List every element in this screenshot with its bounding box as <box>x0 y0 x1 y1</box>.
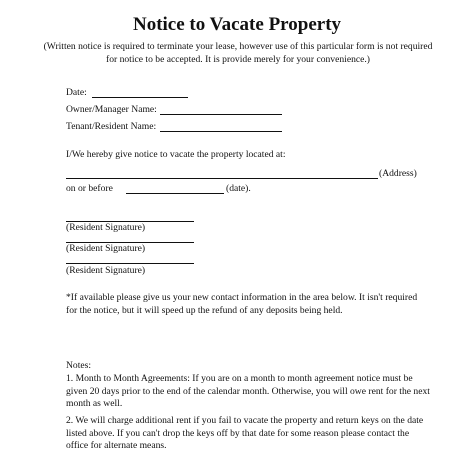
vacate-date-field[interactable] <box>126 193 224 194</box>
date-label: Date: <box>66 87 87 98</box>
document-subtitle: (Written notice is required to terminate your lease, however use of this particular form is not required for notice to be accepted. It is provide merely for your convenience.) <box>43 41 433 65</box>
contact-info-note: *If available please give us your new contact information in the area below. It isn't required for the notice, but it will speed up the refund of any deposits being held. <box>66 292 418 316</box>
document-title: Notice to Vacate Property <box>132 14 342 35</box>
resident-signature-label-3: (Resident Signature) <box>66 265 146 276</box>
date-field[interactable] <box>92 97 188 98</box>
notes-heading: Notes: <box>66 360 92 371</box>
resident-signature-label-2: (Resident Signature) <box>66 243 146 254</box>
owner-manager-field[interactable] <box>160 114 282 115</box>
notice-statement: I/We hereby give notice to vacate the property located at: <box>66 149 286 160</box>
tenant-resident-field[interactable] <box>160 131 282 132</box>
owner-manager-label: Owner/Manager Name: <box>66 104 157 115</box>
resident-signature-line-3[interactable] <box>66 263 194 264</box>
note-item-2: 2. We will charge additional rent if you fail to vacate the property and return keys on the date listed above. If you can't drop the keys off by that date for some reason please contact the office for alternate means. <box>66 415 424 451</box>
resident-signature-label-1: (Resident Signature) <box>66 222 146 233</box>
note-item-1: 1. Month to Month Agreements: If you are on a month to month agreement notice must be given 20 days prior to the end of the calendar month. Otherwise, you will owe rent for the next month as well. <box>66 373 430 409</box>
address-label: (Address) <box>379 168 417 179</box>
tenant-resident-label: Tenant/Resident Name: <box>66 121 157 132</box>
address-field[interactable] <box>66 178 378 179</box>
date-paren-label: (date). <box>226 183 251 194</box>
on-or-before-label: on or before <box>66 183 113 194</box>
